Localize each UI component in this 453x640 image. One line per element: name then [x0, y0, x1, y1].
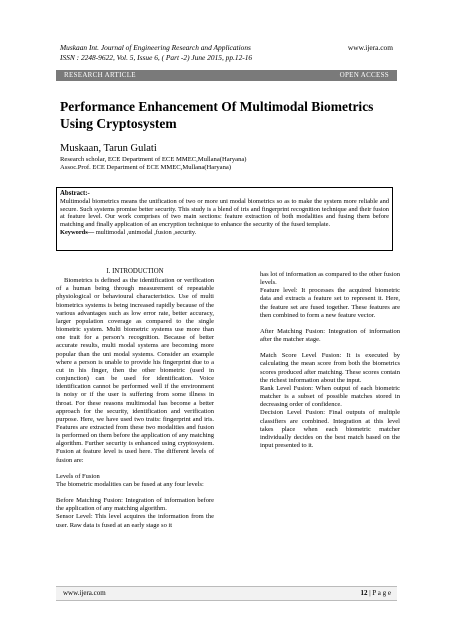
- left-column: [56, 268, 214, 530]
- journal-name: Muskaan Int. Journal of Engineering Research and Applications: [60, 43, 251, 52]
- research-article-label: RESEARCH ARTICLE: [64, 71, 136, 79]
- affiliations: [60, 156, 247, 173]
- keywords-list: multimodal ,unimodal ,fusion ,security.: [94, 228, 197, 236]
- section-title-initial: I: [112, 268, 115, 275]
- header-website: www.ijera.com: [347, 43, 393, 52]
- keywords-line: [60, 229, 389, 237]
- footer-page: [361, 587, 392, 600]
- open-access-label: OPEN ACCESS: [339, 71, 389, 79]
- levels-of-fusion-heading: Levels of Fusion: [56, 472, 100, 480]
- match-score-level-fusion: Match Score Level Fusion: It is executed by calculating the mean score from both the biometrics scores produced after matching. These scores contain the richest information about the input.: [260, 352, 400, 384]
- abstract-box: [56, 187, 393, 251]
- rank-level-fusion: Rank Level Fusion: When output of each biometric matcher is a subset of possible matches stored in decreasing order of confidence.: [260, 384, 400, 409]
- decision-level-fusion: Decision Level Fusion: Final outputs of multiple classifiers are combined. Integration at this level takes place when each biometric matcher individually decides on the best match based on the input presented to it.: [260, 409, 400, 449]
- sensor-level-continued: has lot of information as compared to the other fusion levels.: [260, 271, 400, 287]
- section-number: I.: [106, 268, 111, 275]
- affiliation-1: Research scholar, ECE Department of ECE MMEC,Mullana(Haryana): [60, 156, 247, 163]
- affiliation-2: Assoc.Prof. ECE Department of ECE MMEC,Mullana(Haryana): [60, 164, 232, 172]
- running-header-left: [60, 43, 252, 63]
- sensor-level: Sensor Level: This level acquires the information from the user. Raw data is fused at an early stage so it: [56, 513, 214, 529]
- after-matching-fusion: After Matching Fusion: Integration of information after the matcher stage.: [260, 327, 400, 344]
- page-label: | P a g e: [367, 589, 391, 597]
- abstract-heading: Abstract:-: [60, 190, 90, 197]
- intro-paragraph: Biometrics is defined as the identification or verification of a human being through measurement of repeatable physiological or behavioural characteristics. Use of multi biometrics systems is being increased rapidly because of the various advantages such as low error rate, better accuracy, larger population coverage as compared to the single biometric system. Multi biometric systems use more than one trait for a person’s recognition. Because of better accurate results, multi modal systems are becoming more popular than the uni modal systems. Consider an example where a person is unable to provide his fingerprint due to a cut in his finger, then the other biometric (used in conjunction) can be used for identification. Voice identification cannot be performed well if the environment is noisy or if the user is suffering from some illness in throat. For these reasons multimodal has become a better approach for the security, identification and verification purpose. Here, we have used two traits: fingerprint and iris. Features are extracted from these two modalities and fusion is performed on them before the application of any matching algorithm. Further security is enhanced using cryptosystem. Fusion at feature level is used here. The different levels of fusion are:: [56, 277, 214, 464]
- abstract-body: Multimodal biometrics means the unification of two or more uni modal biometrics so as to make the system more reliable and secure. Such systems promise better security. This study is a blend of iris and fingerprint recognition technique and their fusion at feature level. Our work comprises of two main sections: feature extraction of both modalities and fusing them before matching and finally application of an encryption technique to enhance the security of the fused template.: [60, 197, 389, 229]
- feature-level: Feature level: It processes the acquired biometric data and extracts a feature set to represent it. Here, the feature set are fused together. These features are then combined to form a new feature vector.: [260, 287, 400, 319]
- right-column: [260, 271, 400, 450]
- section-heading-introduction: [56, 268, 214, 276]
- paper-title: Performance Enhancement Of Multimodal Biometrics Using Cryptosystem: [60, 99, 374, 131]
- issn-line: ISSN : 2248-9622, Vol. 5, Issue 6, ( Part -2) June 2015, pp.12-16: [60, 53, 253, 62]
- footer-website: www.ijera.com: [63, 589, 106, 597]
- levels-of-fusion-text: The biometric modalities can be fused at any four levels:: [56, 480, 204, 488]
- article-type-band: [56, 70, 397, 81]
- page-footer: [56, 586, 397, 601]
- section-title-rest: NTRODUCTION: [114, 268, 164, 275]
- keywords-label: Keywords—: [60, 228, 95, 236]
- before-matching-fusion: Before Matching Fusion: Integration of information before the application of any matching algorithm.: [56, 497, 214, 513]
- authors: Muskaan, Tarun Gulati: [60, 143, 157, 154]
- page-number: 12: [360, 589, 368, 597]
- section-title: [112, 268, 163, 275]
